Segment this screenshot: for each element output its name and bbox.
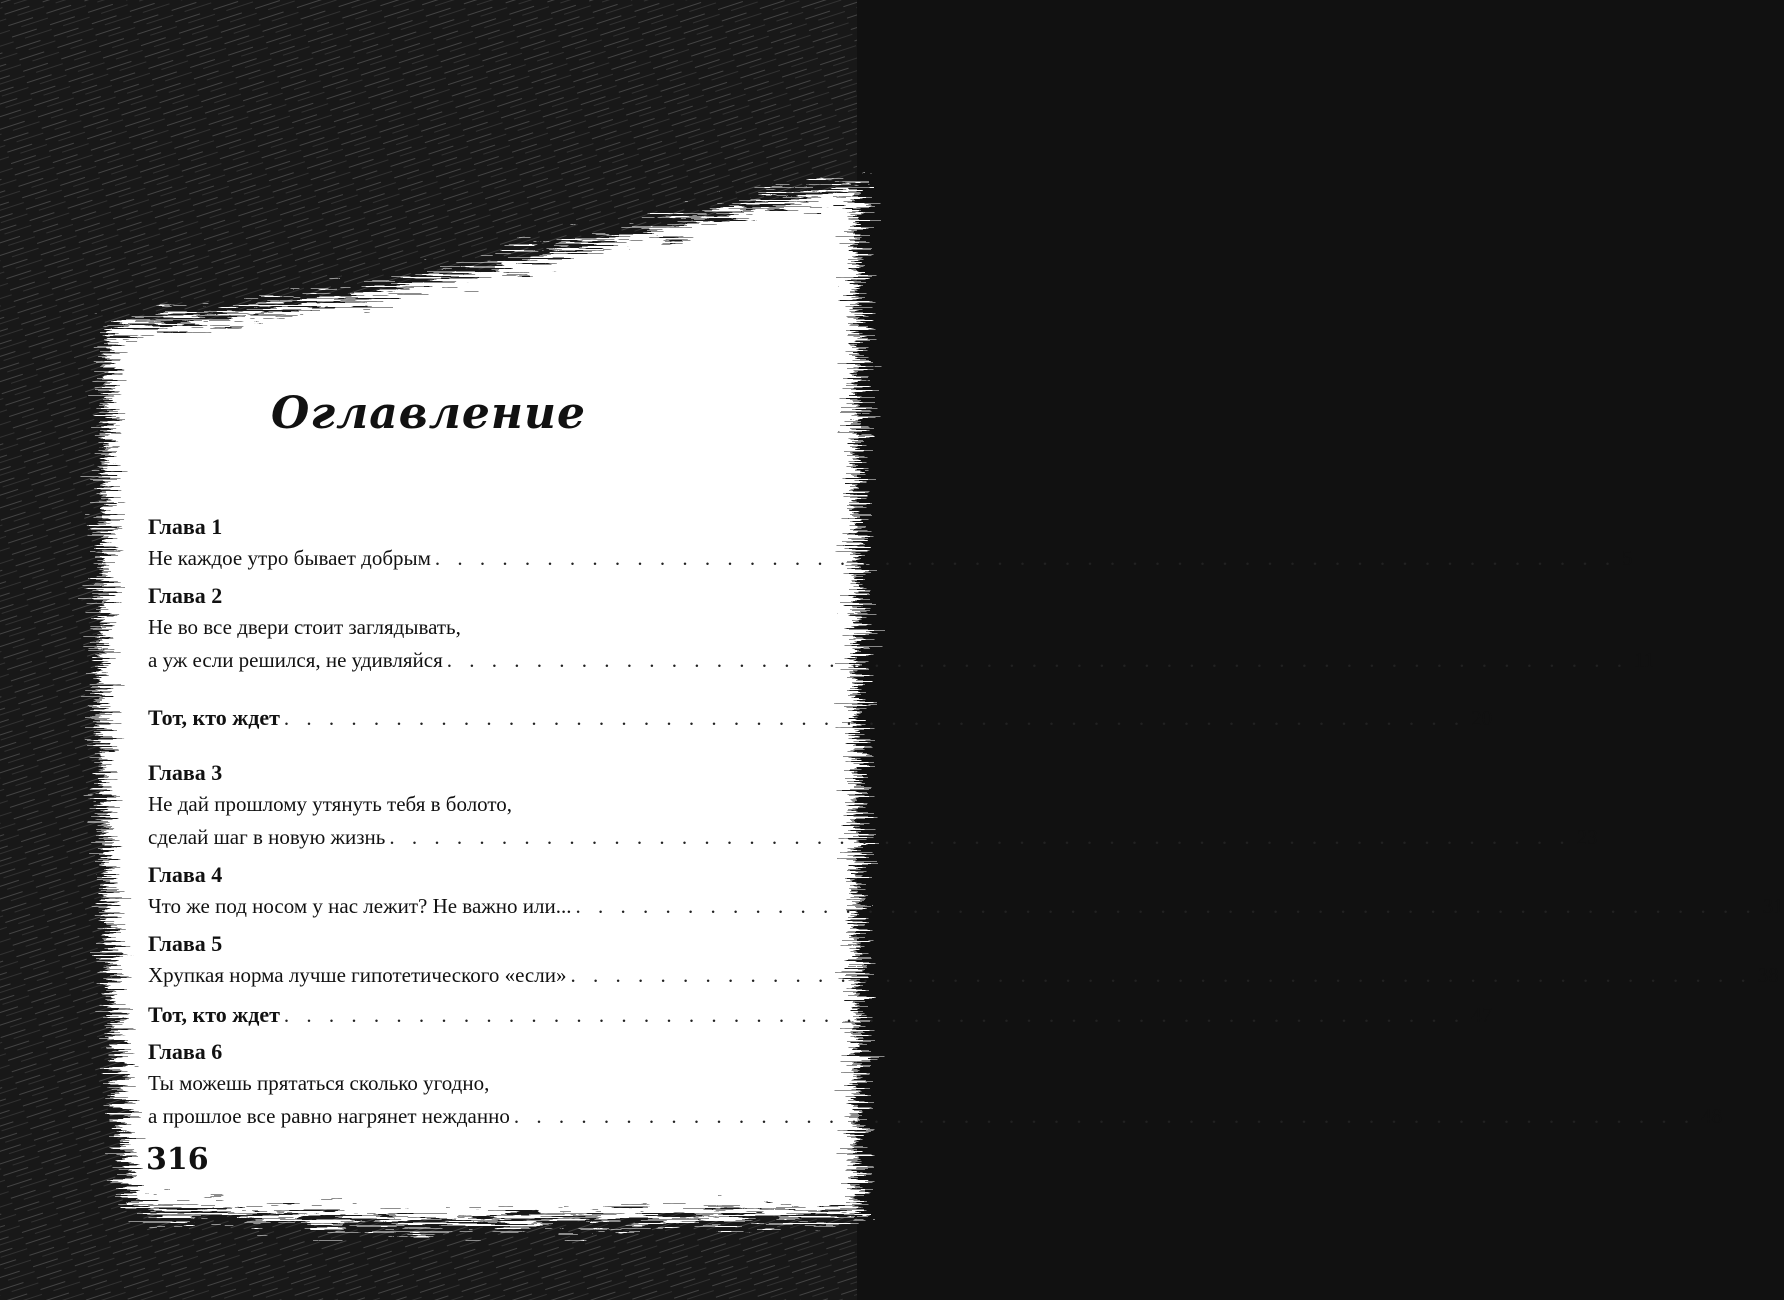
page-ref: 20 [1471, 706, 1493, 730]
chapter-subtitle: а уж если решился, не удивляйся [148, 648, 443, 672]
chapter-label: Глава 4 [148, 862, 223, 887]
chapter-title-line [148, 890, 1784, 923]
chapter-label: Глава 5 [148, 931, 223, 956]
toc-entry-chapter-4[interactable] [148, 860, 1784, 923]
chapter-label: Глава 2 [148, 583, 223, 608]
interlude-title: Тот, кто ждет [148, 1002, 280, 1027]
interlude-line [148, 701, 1493, 734]
page-ref: 23 [1576, 825, 1598, 849]
chapter-label: Глава 6 [148, 1039, 223, 1064]
toc-entry-interlude-1[interactable] [148, 701, 1493, 734]
chapter-title-line [148, 1100, 1723, 1133]
chapter-subtitle: Ты можешь прятаться сколько угодно, [148, 1071, 490, 1095]
toc-entry-chapter-5[interactable] [148, 929, 1779, 992]
page-ref: 31 [1762, 894, 1784, 918]
chapter-title-line [148, 542, 1633, 575]
chapter-subtitle: Не во все двери стоит заглядывать, [148, 615, 461, 639]
chapter-label: Глава 1 [148, 514, 223, 539]
chapter-title-line [148, 644, 1655, 677]
page-ref: 5 [1622, 546, 1633, 570]
dot-leader: . . . . . . . . . . . . . . . . . . . . . . . . . . . . . . . . . . . . . . . . . . . . . . . . . . . . . [446, 648, 1629, 672]
chapter-subtitle: Хрупкая норма лучше гипотетического «если» [148, 963, 567, 987]
page-ref: 11 [1634, 648, 1655, 672]
dot-leader: . . . . . . . . . . . . . . . . . . . . . . . . . . . . . . . . . . . . . . . . . . . . . . . . . . . . . [389, 825, 1571, 849]
dot-leader: . . . . . . . . . . . . . . . . . . . . . . . . . . . . . . . . . . . . . . . . . . . . . . . . . . . . . [283, 1003, 1466, 1027]
dot-leader: . . . . . . . . . . . . . . . . . . . . . . . . . . . . . . . . . . . . . . . . . . . . . . . . . . . . . [570, 963, 1752, 987]
chapter-subtitle: Что же под носом у нас лежит? Не важно или... [148, 894, 572, 918]
toc-entry-chapter-3[interactable] [148, 758, 1598, 854]
chapter-subtitle: Не каждое утро бывает добрым [148, 546, 431, 570]
interlude-line [148, 998, 1493, 1031]
page-ref: 48 [1701, 1104, 1723, 1128]
chapter-subtitle: а прошлое все равно нагрянет нежданно [148, 1104, 510, 1128]
toc-heading: Оглавление [271, 388, 586, 439]
table-of-contents [148, 512, 1784, 1133]
chapter-title-line [148, 821, 1598, 854]
page-ref: 47 [1471, 1003, 1493, 1027]
toc-entry-interlude-2[interactable] [148, 998, 1493, 1031]
toc-entry-chapter-2[interactable] [148, 581, 1655, 677]
toc-entry-chapter-6[interactable] [148, 1037, 1723, 1133]
chapter-subtitle: сделай шаг в новую жизнь [148, 825, 386, 849]
toc-entry-chapter-1[interactable] [148, 512, 1633, 575]
dot-leader: . . . . . . . . . . . . . . . . . . . . . . . . . . . . . . . . . . . . . . . . . . . . . . . . . . . . . [283, 706, 1466, 730]
chapter-title-line [148, 959, 1779, 992]
interlude-title: Тот, кто ждет [148, 705, 280, 730]
chapter-label: Глава 3 [148, 760, 223, 785]
page-ref: 38 [1757, 963, 1779, 987]
page-number: 316 [146, 1142, 209, 1177]
chapter-subtitle: Не дай прошлому утянуть тебя в болото, [148, 792, 513, 816]
dot-leader: . . . . . . . . . . . . . . . . . . . . . . . . . . . . . . . . . . . . . . . . . . . . . . . . . . . . . [434, 546, 1617, 570]
dot-leader: . . . . . . . . . . . . . . . . . . . . . . . . . . . . . . . . . . . . . . . . . . . . . . . . . . . . . [513, 1104, 1696, 1128]
dot-leader: . . . . . . . . . . . . . . . . . . . . . . . . . . . . . . . . . . . . . . . . . . . . . . . . . . . . . [575, 894, 1757, 918]
